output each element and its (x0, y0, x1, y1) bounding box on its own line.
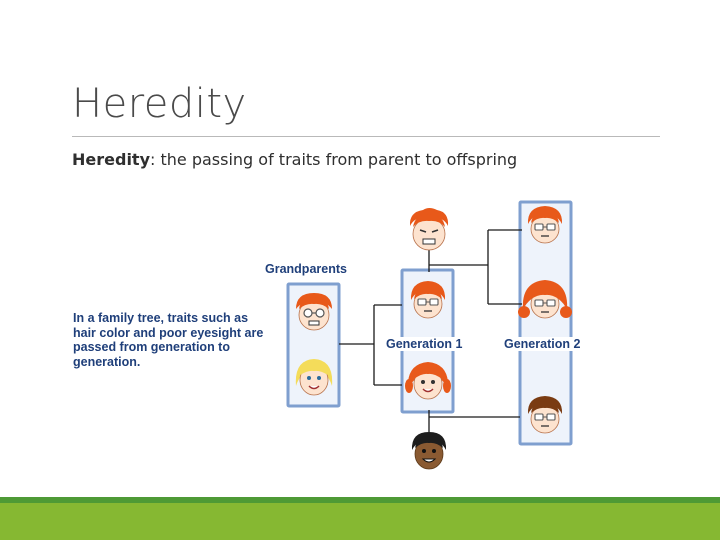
generation2-label: Generation 2 (504, 337, 581, 351)
father-face (410, 208, 448, 250)
definition-body: : the passing of traits from parent to offspring (150, 150, 518, 169)
diagram-caption: In a family tree, traits such as hair color and poor eyesight are passed from generation to generation. (73, 311, 264, 369)
definition-term: Heredity (72, 150, 150, 169)
generation1-label: Generation 1 (386, 337, 463, 351)
slide-title: Heredity (72, 81, 247, 127)
grandparents-label: Grandparents (265, 262, 347, 276)
footer-bar (0, 503, 720, 540)
partner-face (412, 432, 446, 469)
